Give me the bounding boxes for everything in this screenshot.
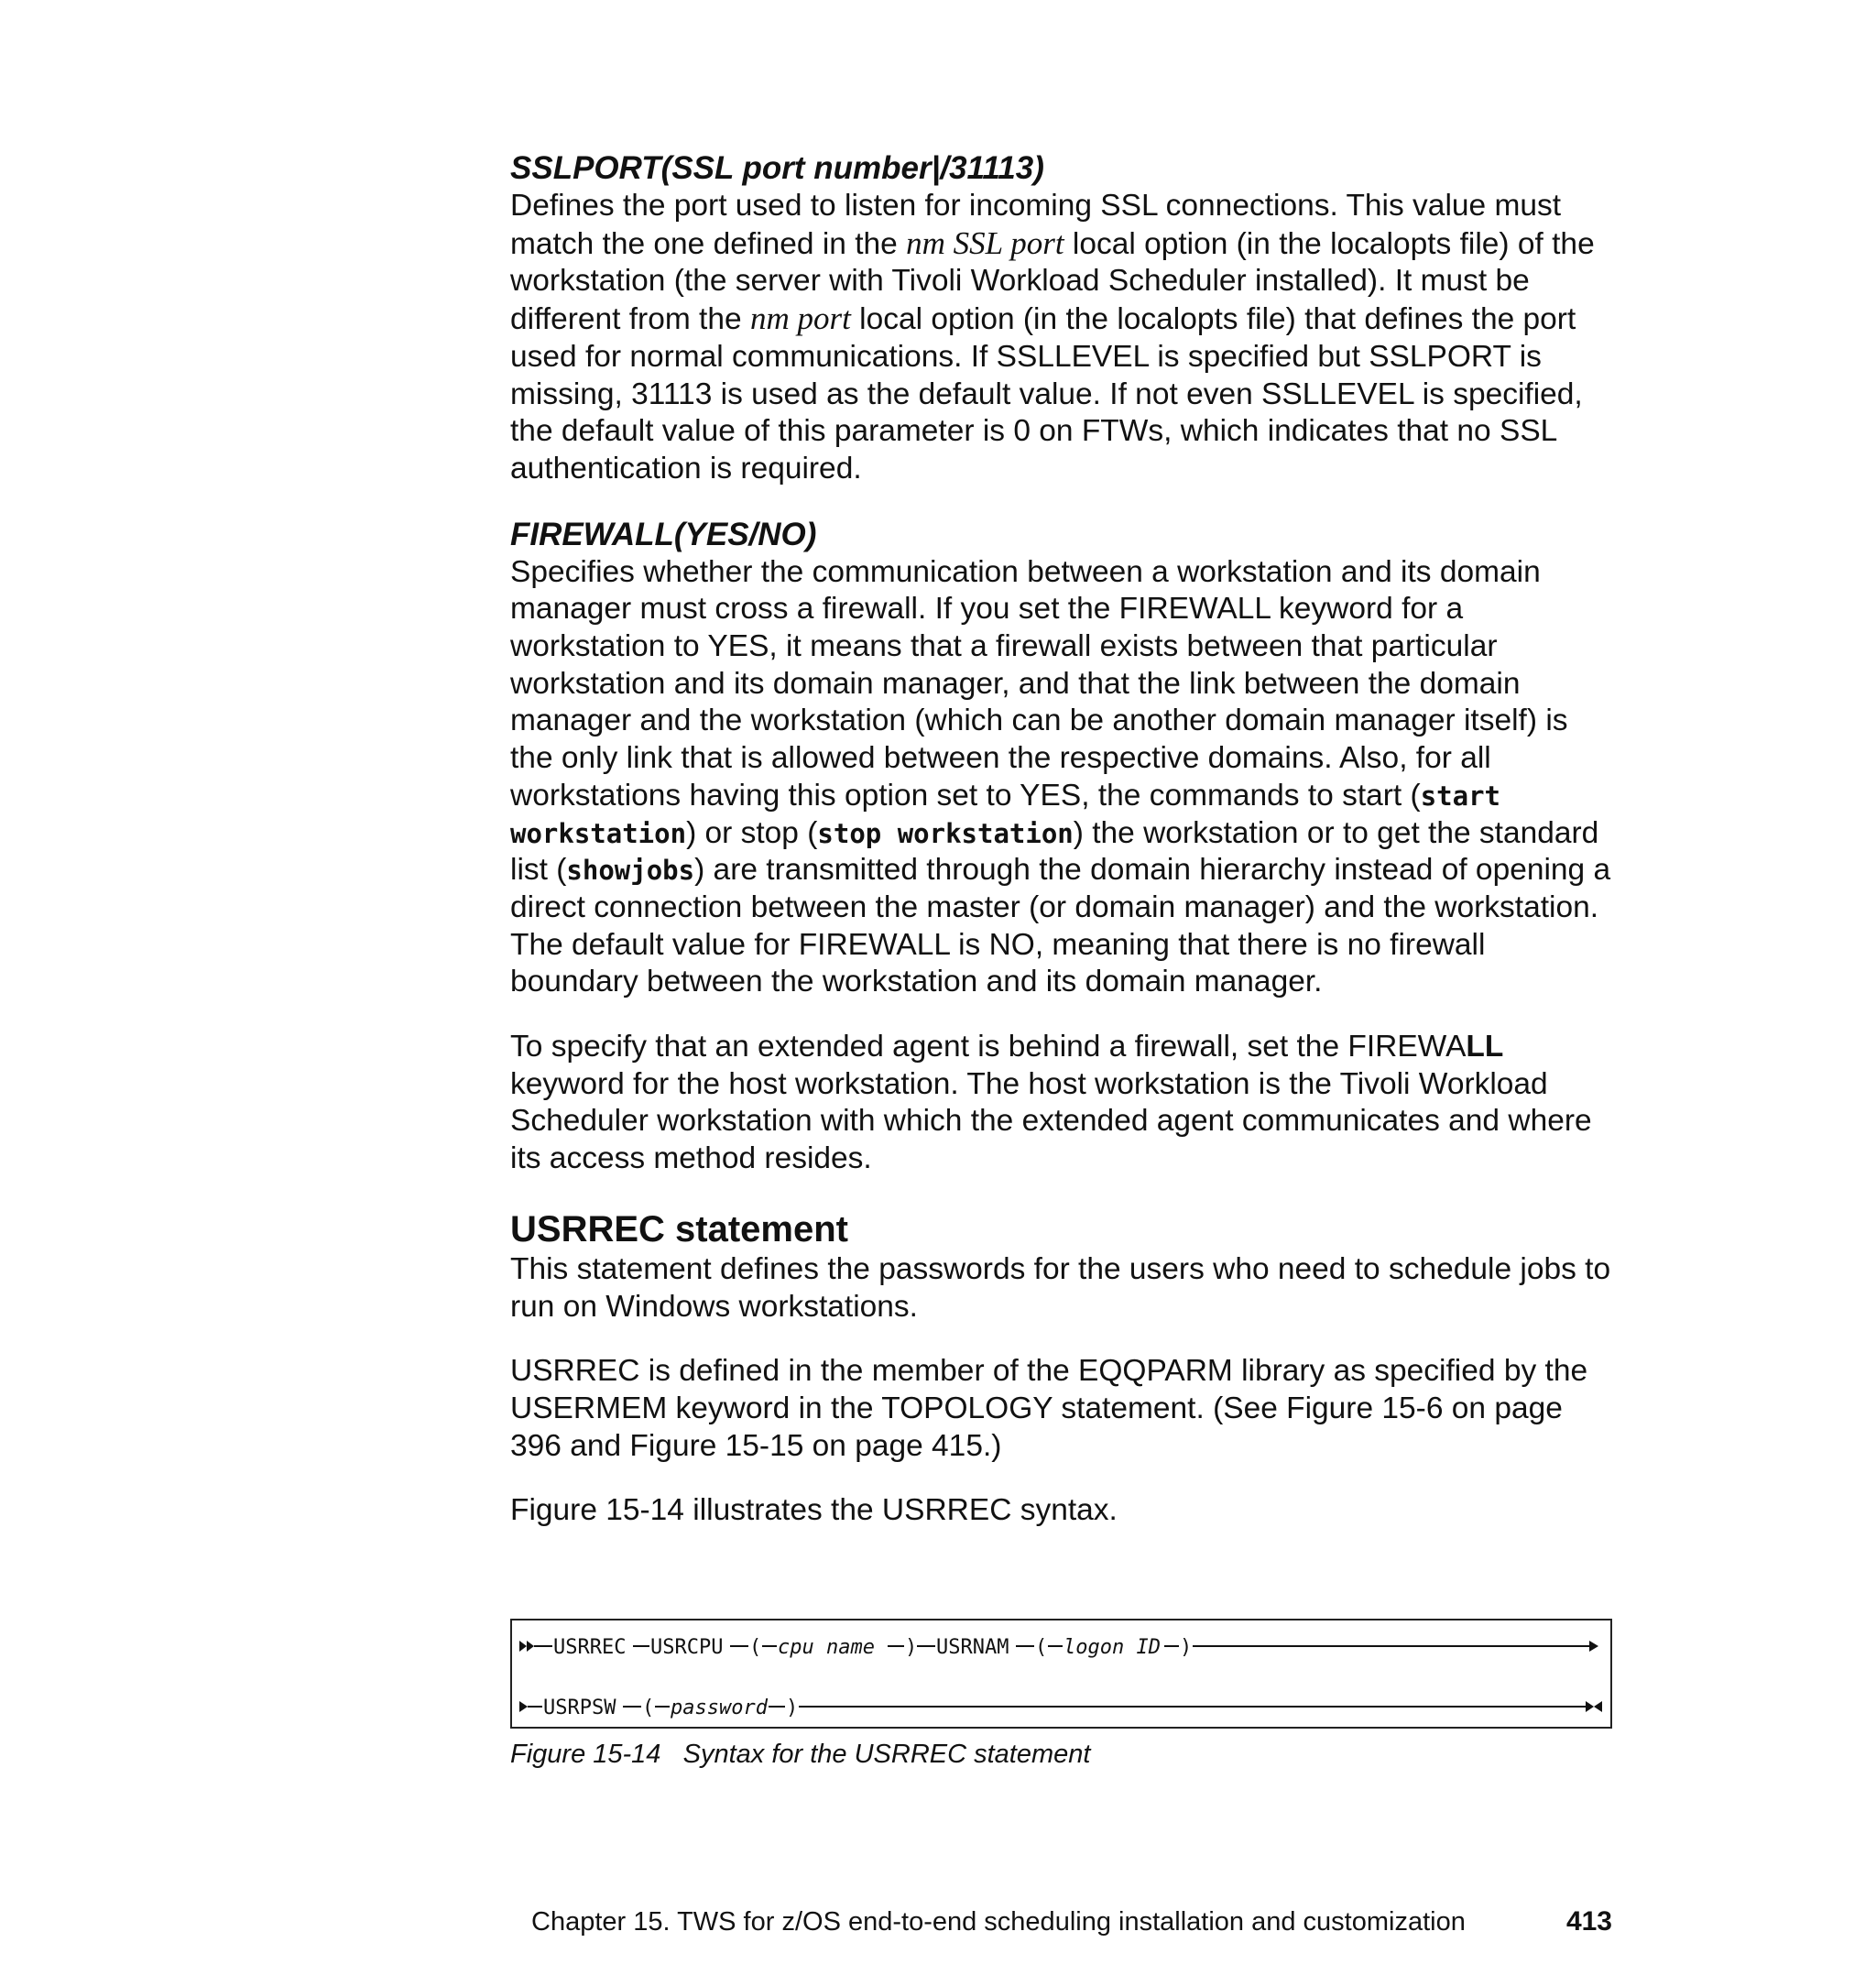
firewall-text-3: ) the workstation or to get the standard list ( xyxy=(510,815,1599,888)
extended-text-1: To specify that an extended agent is behind a firewall, set the FIREWA xyxy=(510,1030,1467,1064)
extended-text-2: keyword for the host workstation. The host workstation is the Tivoli Workload Scheduler workstation with which the extended agent communicates and where its access method resides. xyxy=(510,1066,1592,1176)
usrrec-paragraph-1: This statement defines the passwords for the users who need to schedule jobs to run on Windows workstations. xyxy=(510,1251,1611,1324)
usrrec-section-title: USRREC statement xyxy=(510,1208,848,1249)
firewall-description xyxy=(510,554,1619,1001)
syntax-diagram-svg xyxy=(512,1620,1610,1727)
start-arrow-icon xyxy=(519,1641,527,1652)
extended-text-bold: LL xyxy=(1466,1030,1504,1064)
kw-usrpsw: USRPSW xyxy=(543,1697,616,1719)
kw-usrnam: USRNAM xyxy=(936,1636,1009,1659)
stop-workstation-command: stop workstation xyxy=(817,817,1074,849)
showjobs-command: showjobs xyxy=(566,855,695,887)
start-arrow-icon xyxy=(527,1641,534,1652)
usrrec-syntax-diagram xyxy=(510,1619,1612,1729)
page-body xyxy=(510,149,1619,1530)
end-arrow-icon xyxy=(1594,1701,1602,1712)
start-workstation-command: start workstation xyxy=(510,780,1501,849)
firewall-text-2: ) or stop ( xyxy=(686,815,818,850)
end-arrow-icon xyxy=(1586,1701,1594,1712)
kw-usrcpu: USRCPU xyxy=(650,1636,724,1659)
footer-chapter-title: Chapter 15. TWS for z/OS end-to-end scheduling installation and customization xyxy=(531,1907,1466,1937)
syntax-line-1 xyxy=(519,1636,1598,1659)
page-footer xyxy=(531,1904,1612,1940)
figure-caption: Figure 15-14 Syntax for the USRREC statement xyxy=(510,1740,1091,1769)
continue-arrow-icon xyxy=(1589,1641,1598,1652)
firewall-text-4: ) are transmitted through the domain hierarchy instead of opening a direct connection between the master (or domain manager) and the workstation. The default value for FIREWALL is NO, meaning that there is no firewall boundary between the workstation and its domain manager. xyxy=(510,853,1611,999)
firewall-heading: FIREWALL(YES/NO) xyxy=(510,516,817,552)
firewall-text-1: Specifies whether the communication between a workstation and its domain manager must cross a firewall. If you set the FIREWALL keyword for a workstation to YES, it means that a firewall exists between that particular workstation and its domain manager, and that the link between the domain manager and the workstation (which can be another domain manager itself) is the only link that is allowed between the respective domains. Also, for all workstations having this option set to YES, the commands to start ( xyxy=(510,554,1568,813)
syntax-open-paren: ( xyxy=(642,1697,655,1719)
syntax-open-paren: ( xyxy=(749,1636,762,1659)
sslport-heading: SSLPORT(SSL port number|/31113) xyxy=(510,150,1044,186)
var-cpu-name: cpu name xyxy=(778,1636,875,1659)
sslport-text-2: local option (in the localopts file) of the workstation (the server with Tivoli Workload Scheduler installed). It must be different from the xyxy=(510,226,1595,337)
sslport-text-3: local option (in the localopts file) that defines the port used for normal communications. If SSLLEVEL is specified but SSLPORT is missing, 31113 is used as the default value. If not even SSLLEVEL is specified, the default value of this parameter is 0 on FTWs, which indicates that no SSL authentication is required. xyxy=(510,302,1583,486)
syntax-close-paren: ) xyxy=(786,1697,799,1719)
usrrec-paragraph-2: USRREC is defined in the member of the EQQPARM library as specified by the USERMEM keyword in the TOPOLOGY statement. (See Figure 15-6 on page 396 and Figure 15-15 on page 415.) xyxy=(510,1354,1588,1463)
kw-usrrec: USRREC xyxy=(553,1636,627,1659)
extended-agent-paragraph xyxy=(510,1029,1619,1178)
syntax-line-2 xyxy=(519,1697,1602,1719)
continuation-arrow-icon xyxy=(519,1701,528,1712)
var-logon-id: logon ID xyxy=(1063,1636,1161,1659)
nm-port-term: nm port xyxy=(749,300,851,337)
var-password: password xyxy=(671,1697,768,1719)
usrrec-paragraph-3: Figure 15-14 illustrates the USRREC syntax. xyxy=(510,1493,1118,1528)
syntax-open-paren: ( xyxy=(1035,1636,1048,1659)
nm-ssl-port-term: nm SSL port xyxy=(906,224,1064,261)
sslport-text-1: Defines the port used to listen for incoming SSL connections. This value must match the one defined in the xyxy=(510,189,1562,261)
syntax-close-paren: ) xyxy=(905,1636,918,1659)
page-number: 413 xyxy=(1565,1906,1612,1937)
syntax-close-paren: ) xyxy=(1180,1636,1193,1659)
sslport-description xyxy=(510,188,1619,488)
